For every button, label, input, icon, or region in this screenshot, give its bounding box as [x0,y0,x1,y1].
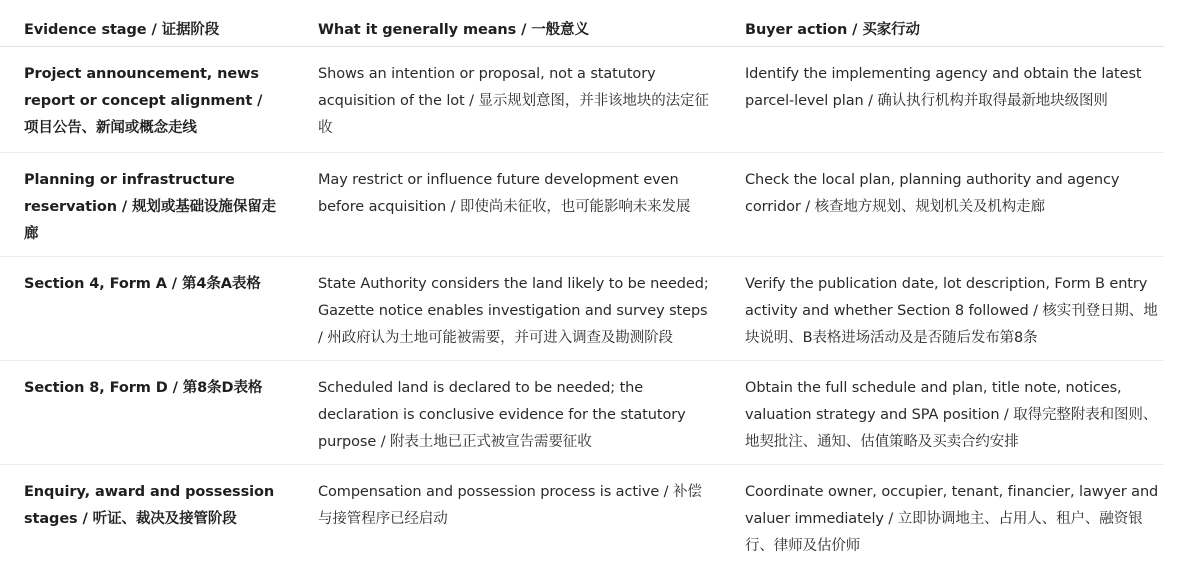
cell-action: Check the local plan, planning authority and agency corridor / 核查地方规划、规划机关及机构走廊 [745,171,1120,215]
table-header [0,0,1164,46]
table-row [0,256,1164,360]
table-row [0,152,1164,256]
header-row [0,0,1164,46]
cell-meaning: Shows an intention or proposal, not a statutory acquisition of the lot / 显示规划意图，并非该地块的法定征收 [318,65,709,136]
cell-stage: Section 8, Form D / 第8条D表格 [24,379,263,396]
table-body [0,46,1164,568]
cell-action: Verify the publication date, lot description, Form B entry activity and whether Section 8 followed / 核实刊登日期、地块说明、B表格进场活动及是否随后发布第8条 [745,275,1158,346]
column-header-evidence-stage: Evidence stage / 证据阶段 [0,0,294,46]
cell-action: Obtain the full schedule and plan, title note, notices, valuation strategy and SPA position / 取得完整附表和图则、地契批注、通知、估值策略及买卖合约安排 [745,379,1158,450]
column-header-buyer-action: Buyer action / 买家行动 [721,0,1164,46]
cell-stage: Section 4, Form A / 第4条A表格 [24,275,261,292]
cell-action: Coordinate owner, occupier, tenant, financier, lawyer and valuer immediately / 立即协调地主、占用人、租户、融资银行、律师及估价师 [745,483,1159,554]
table-row [0,46,1164,152]
cell-action: Identify the implementing agency and obtain the latest parcel-level plan / 确认执行机构并取得最新地块级图则 [745,65,1142,109]
cell-meaning: Scheduled land is declared to be needed; the declaration is conclusive evidence for the statutory purpose / 附表土地已正式被宣告需要征收 [318,379,686,450]
column-header-meaning: What it generally means / 一般意义 [294,0,721,46]
table-row [0,464,1164,568]
table-row [0,360,1164,464]
cell-meaning: State Authority considers the land likely to be needed; Gazette notice enables investigation and survey steps / 州政府认为土地可能被需要，并可进入调查及勘测阶段 [318,275,709,346]
cell-meaning: May restrict or influence future development even before acquisition / 即使尚未征收，也可能影响未来发展 [318,171,691,215]
cell-stage: Project announcement, news report or concept alignment / 项目公告、新闻或概念走线 [24,65,263,136]
cell-meaning: Compensation and possession process is active / 补偿与接管程序已经启动 [318,483,702,527]
cell-stage: Planning or infrastructure reservation / 规划或基础设施保留走廊 [24,171,277,242]
cell-stage: Enquiry, award and possession stages / 听证、裁决及接管阶段 [24,483,275,527]
